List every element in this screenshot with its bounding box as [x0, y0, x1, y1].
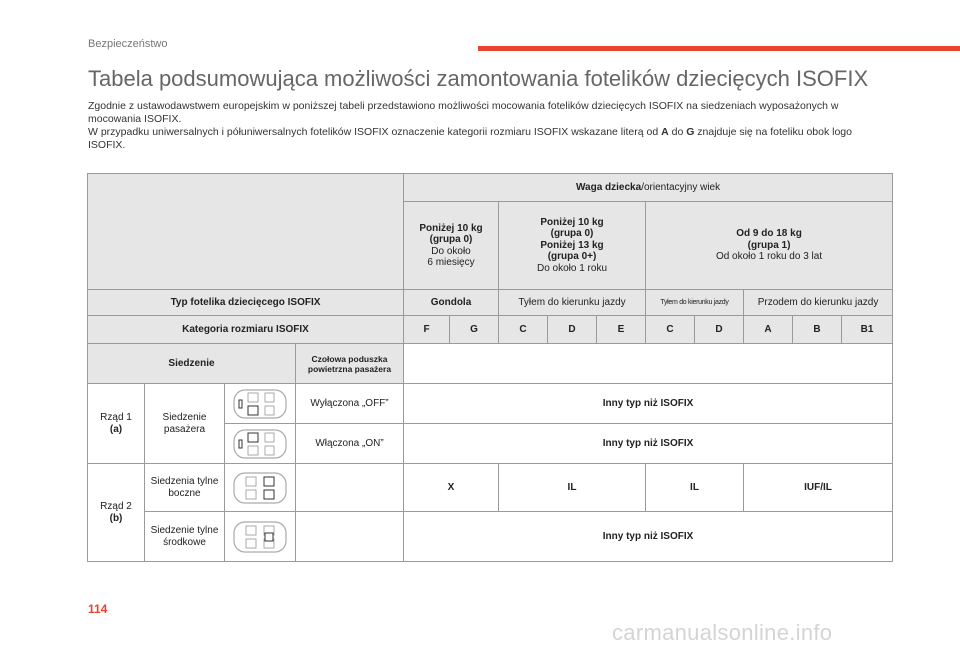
airbag-on: Włączona „ON” [296, 424, 404, 464]
group-1-header [646, 202, 893, 290]
size-category-cell: A [744, 316, 793, 344]
car-top-view-icon [225, 384, 296, 424]
size-category-label: Kategoria rozmiaru ISOFIX [88, 316, 404, 344]
seat-type-rearward: Tyłem do kierunku jazdy [646, 290, 744, 316]
size-category-cell: C [499, 316, 548, 344]
car-top-view-icon [225, 424, 296, 464]
size-category-cell: B1 [842, 316, 893, 344]
intro-paragraph-2 [88, 126, 888, 152]
group-0-weight: Poniżej 10 kg [419, 222, 483, 234]
size-category-cell: F [404, 316, 450, 344]
page-title: Tabela podsumowująca możliwości zamontowania fotelików dziecięcych ISOFIX [88, 66, 869, 91]
row-1-name: Rząd 1 [100, 412, 132, 423]
group-0plus-label: (grupa 0) [550, 228, 594, 240]
car-top-view-icon [225, 512, 296, 562]
row-1-ref: (a) [109, 423, 123, 435]
intro-paragraph-1: Zgodnie z ustawodawstwem europejskim w poniższej tabeli przedstawiono możliwości mocowania fotelików dziecięcych ISOFIX na siedzeniach wyposażonych w mocowania ISOFIX. [88, 100, 839, 125]
size-letter-a: A [661, 126, 669, 138]
seat-type-rearward: Tyłem do kierunku jazdy [499, 290, 646, 316]
size-category-cell: D [695, 316, 744, 344]
group-0plus-age: Do około 1 roku [536, 262, 608, 274]
size-category-cell: G [450, 316, 499, 344]
size-category-cell: E [597, 316, 646, 344]
airbag-header-line: Czołowa poduszka [311, 353, 388, 364]
intro-text [88, 100, 888, 152]
car-top-view-icon [225, 464, 296, 512]
group-0-age: 6 miesięcy [427, 257, 475, 268]
size-category-cell: D [548, 316, 597, 344]
row-2-side-value: IUF/IL [744, 464, 893, 512]
seat-label: Siedzenie [88, 344, 296, 384]
row-1-on-value: Inny typ niż ISOFIX [404, 424, 893, 464]
empty-cell [296, 464, 404, 512]
size-letter-g: G [686, 126, 695, 138]
weight-header-bold: Waga dziecka [575, 181, 642, 193]
group-1-age: Od około 1 roku do 3 lat [715, 251, 823, 263]
row-2-ref: (b) [109, 512, 123, 524]
airbag-header [296, 344, 404, 384]
table-corner-cell [88, 174, 404, 290]
group-1-label: (grupa 1) [747, 239, 791, 251]
row-1-off-value: Inny typ niż ISOFIX [404, 384, 893, 424]
seat-type-forward: Przodem do kierunku jazdy [744, 290, 893, 316]
row-2-middle-seat: Siedzenie tylne środkowe [145, 512, 225, 562]
group-0plus-header [499, 202, 646, 290]
page-number: 114 [88, 602, 108, 616]
row-2-side-seat: Siedzenia tylne boczne [145, 464, 225, 512]
row-2-side-value: IL [646, 464, 744, 512]
seat-type-gondola: Gondola [404, 290, 499, 316]
watermark: carmanualsonline.info [612, 620, 833, 645]
group-0-label: (grupa 0) [429, 234, 473, 245]
row-1-label [88, 384, 145, 464]
row-2-side-value: X [404, 464, 499, 512]
empty-cell [296, 512, 404, 562]
weight-header [404, 174, 893, 202]
group-0plus-weight: Poniżej 13 kg [540, 239, 604, 251]
section-header: Bezpieczeństwo [88, 38, 168, 50]
seat-type-label: Typ fotelika dziecięcego ISOFIX [88, 290, 404, 316]
group-1-weight: Od 9 do 18 kg [736, 228, 802, 240]
size-category-cell: B [793, 316, 842, 344]
weight-header-rest: /orientacyjny wiek [641, 181, 721, 193]
group-0plus-weight: Poniżej 10 kg [540, 216, 604, 228]
row-2-middle-value: Inny typ niż ISOFIX [404, 512, 893, 562]
section-accent-bar [478, 46, 960, 51]
group-0-header [404, 202, 499, 290]
intro-text-segment: znajduje się na foteliku obok logo ISOFIX. [88, 126, 852, 151]
airbag-off: Wyłączona „OFF” [296, 384, 404, 424]
row-2-side-value: IL [499, 464, 646, 512]
row-1-seat: Siedzenie pasażera [145, 384, 225, 464]
empty-cell [404, 344, 893, 384]
row-2-label [88, 464, 145, 562]
isofix-table [87, 173, 893, 562]
airbag-header-line: powietrzna pasażera [307, 363, 392, 374]
size-category-cell: C [646, 316, 695, 344]
intro-text-segment: W przypadku uniwersalnych i półuniwersalnych fotelików ISOFIX oznaczenie kategorii rozmiaru ISOFIX wskazane literą od [88, 126, 662, 138]
intro-text-segment: do [668, 126, 687, 138]
row-2-name: Rząd 2 [100, 501, 132, 512]
group-0plus-label: (grupa 0+) [547, 251, 597, 263]
group-0-age: Do około [431, 245, 471, 257]
